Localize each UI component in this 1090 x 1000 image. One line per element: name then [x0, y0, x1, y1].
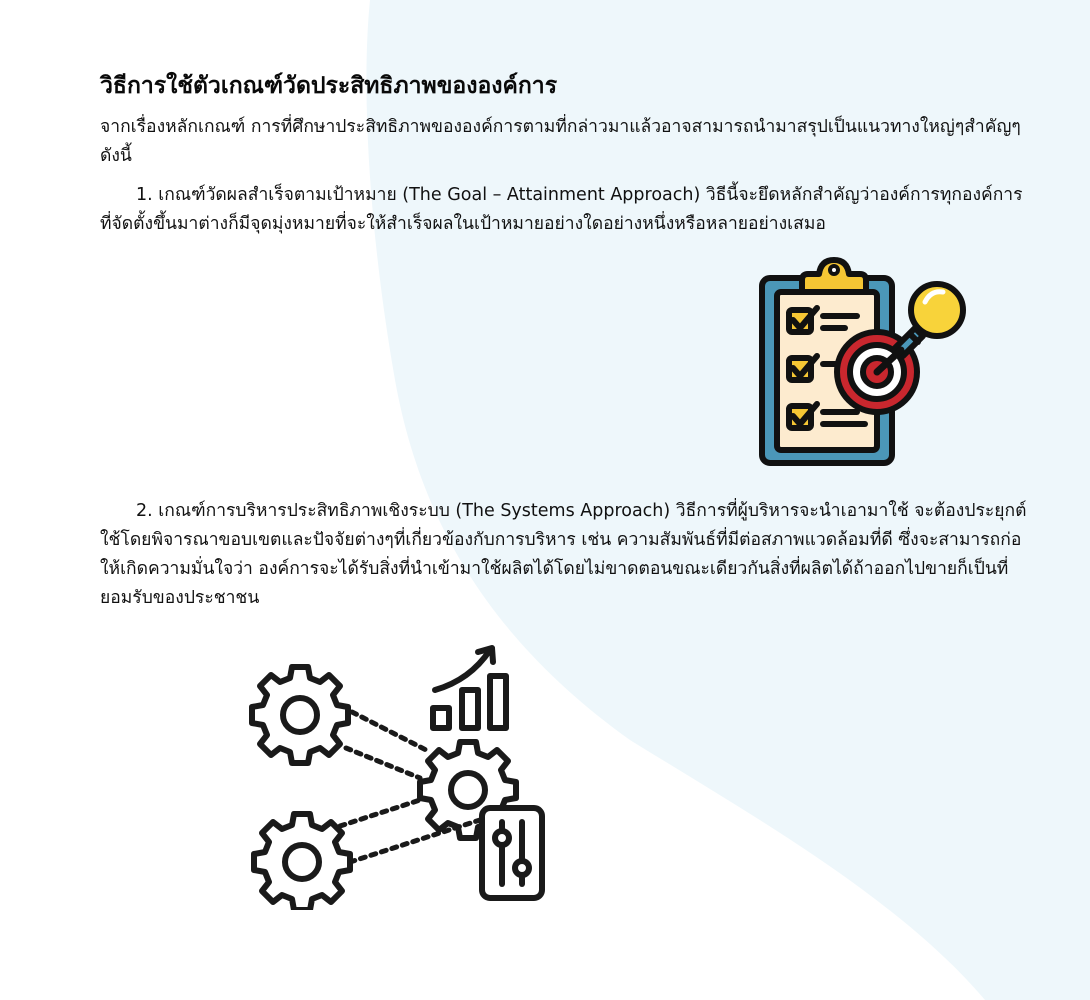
- item-goal-attainment-text: 1. เกณฑ์วัดผลสำเร็จตามเป้าหมาย (The Goal – Attainment Approach) วิธีนี้จะยึดหลักสำคัญว่าองค์การทุกองค์การที่จัดตั้งขึ้นมาต่างก็มีจุดมุ่งหมายที่จะให้สำเร็จผลในเป้าหมายอย่างใดอย่างหนึ่งหรือหลายอย่างเสมอ: [100, 185, 1023, 234]
- gears-network-chart-icon: [240, 640, 560, 910]
- item-systems-approach-text: 2. เกณฑ์การบริหารประสิทธิภาพเชิงระบบ (The Systems Approach) วิธีการที่ผู้บริหารจะนำเอามาใช้ จะต้องประยุกต์ใช้โดยพิจารณาขอบเขตและปัจจัยต่างๆที่เกี่ยวข้องกับการบริหาร เช่น ความสัมพันธ์ที่มีต่อสภาพแวดล้อมที่ดี ซึ่งจะสามารถก่อให้เกิดความมั่นใจว่า องค์การจะได้รับสิ่งที่นำเข้ามาใช้ผลิตได้โดยไม่ขาดตอนขณะเดียวกันสิ่งที่ผลิตได้ถ้าออกไปขายก็เป็นที่ยอมรับของประชาชน: [100, 501, 1027, 608]
- page-title: วิธีการใช้ตัวเกณฑ์วัดประสิทธิภาพขององค์การ: [100, 73, 558, 99]
- clipboard-target-lightbulb-icon: [745, 250, 975, 470]
- item-systems-approach: [100, 497, 1030, 613]
- item-goal-attainment: [100, 181, 1030, 239]
- intro-paragraph: จากเรื่องหลักเกณฑ์ การที่ศึกษาประสิทธิภาพขององค์การตามที่กล่าวมาแล้วอาจสามารถนำมาสรุปเป็นแนวทางใหญ่ๆสำคัญๆ ดังนี้: [100, 117, 1021, 166]
